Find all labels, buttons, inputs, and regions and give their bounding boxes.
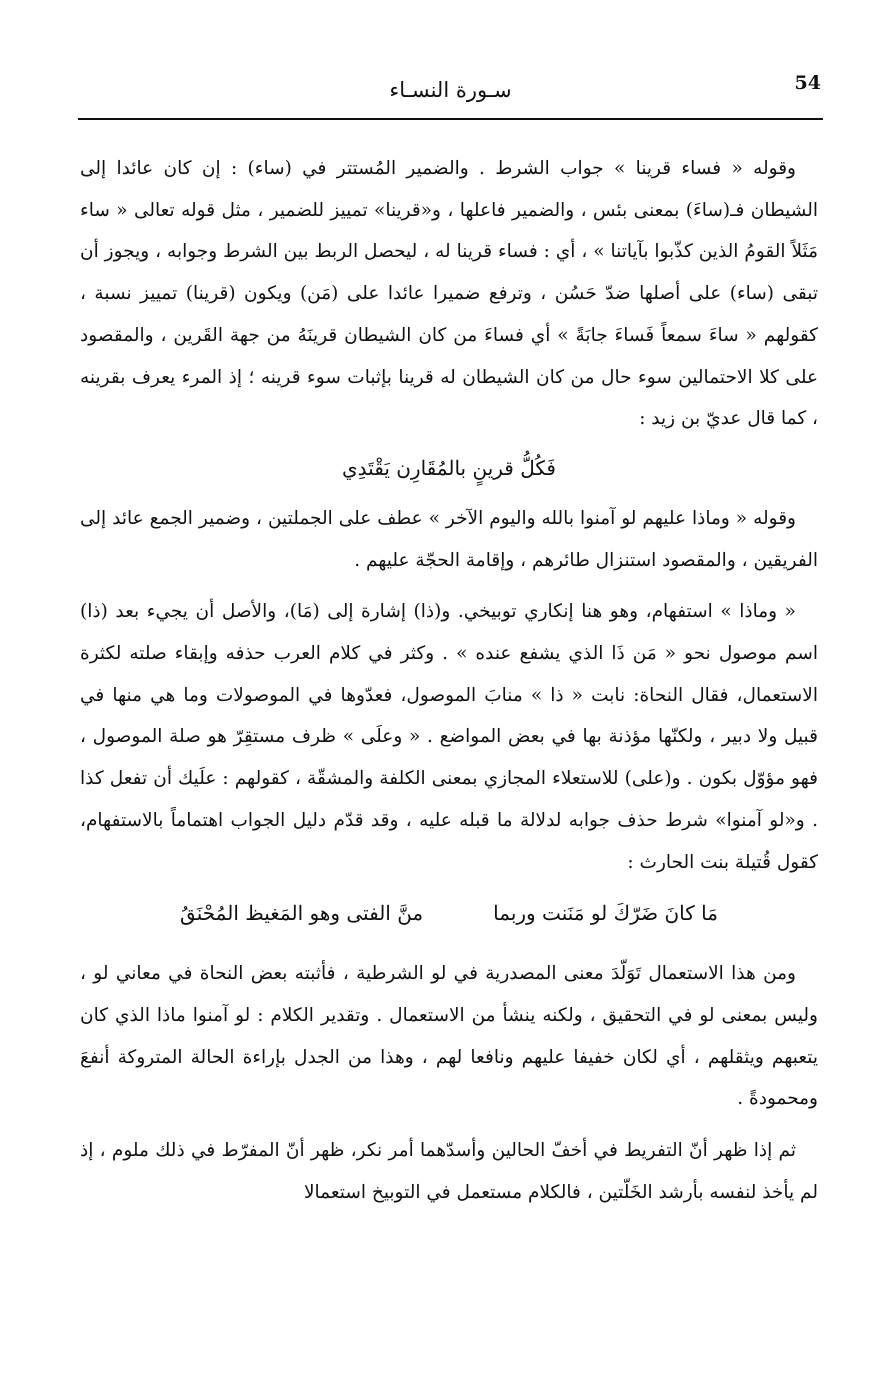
verse-hemistich-second: منَّ الفتى وهو المَغيظ المُحْنَقُ bbox=[180, 901, 424, 926]
verse-quote-qutayla bbox=[80, 891, 818, 935]
body-text bbox=[80, 148, 818, 1213]
paragraph-1: وقوله « فساء قرينا » جواب الشرط . والضمير المُستتر في (ساء) : إن كان عائدا إلى الشيطان فـ(ساءَ) بمعنى بئس ، والضمير فاعلها ، و«قرينا» تمييز للضمير ، مثل قوله تعالى « ساء مَثَلاً القومُ الذين كذّبوا بآياتنا » ، أي : فساء قرينا له ، ليحصل الربط بين الشرط وجوابه ، ويجوز أن تبقى (ساء) على أصلها ضدّ حَسُن ، وترفع ضميرا عائدا على (مَن) ويكون (قرينا) تمييز نسبة ، كقولهم « ساءَ سمعاً فَساءَ جابَةً » أي فساءَ من كان الشيطان قرينَهُ من جهة القَرين ، والمقصود على كلا الاحتمالين سوء حال من كان الشيطان له قرينا بإثبات سوء قرينه ؛ إذ المرء يعرف بقرينه ، كما قال عديّ بن زيد : bbox=[80, 158, 818, 430]
paragraph-3: « وماذا » استفهام، وهو هنا إنكاري توبيخي. و(ذا) إشارة إلى (مَا)، والأصل أن يجيء بعد (ذا) اسم موصول نحو « مَن ذَا الذي يشفع عنده » . وكثر في كلام العرب حذفه وإبقاء صلته لكثرة الاستعمال، فقال النحاة: نابت « ذا » منابَ الموصول، فعدّوها في الموصولات وما هي منها في قبيل ولا دبير ، ولكنّها مؤذنة بها في بعض المواضع . « وعلَى » ظرف مستقِرّ هو صلة الموصول ، فهو مؤوّل بكون . و(على) للاستعلاء المجازي بمعنى الكلفة والمشقّة ، كقولهم : علَيك أن تفعل كذا . و«لو آمنوا» شرط حذف جوابه لدلالة ما قبله عليه ، وقد قدّم دليل الجواب اهتماماً بالاستفهام، كقول قُتيلة بنت الحارث : bbox=[80, 601, 818, 873]
paragraph-4: ومن هذا الاستعمال تَوَلّدَ معنى المصدرية في لو الشرطية ، فأثبته بعض النحاة في معاني لو ، وليس بمعنى لو في التحقيق ، ولكنه ينشأ من الاستعمال . وتقدير الكلام : لو آمنوا ماذا الذي كان يتعبهم ويثقلهم ، أي لكان خفيفا عليهم ونافعا لهم ، وهذا من الجدل بإراءة الحالة المتروكة أنفعَ ومحمودةً . bbox=[80, 963, 818, 1110]
paragraph-2: وقوله « وماذا عليهم لو آمنوا بالله واليوم الآخر » عطف على الجملتين ، وضمير الجمع عائد إلى الفريقين ، والمقصود استنزال طائرهم ، وإقامة الحجّة عليهم . bbox=[80, 507, 818, 571]
surah-title: سـورة النسـاء bbox=[389, 78, 512, 102]
page-number: 54 bbox=[794, 72, 821, 94]
paragraph-5: ثم إذا ظهر أنّ التفريط في أخفّ الحالين وأسدّهما أمر نكر، ظهر أنّ المفرّط في ذلك ملوم ، إذ لم يأخذ لنفسه بأرشد الخَلّتين ، فالكلام مستعمل في التوبيخ استعمالا bbox=[80, 1140, 818, 1203]
verse-hemistich-first: مَا كانَ ضَرّكَ لو مَنَنت وربما bbox=[493, 901, 718, 926]
verse-quote-adi: فَكُلُّ قرينٍ بالمُقَارِن يَقْتَدِي bbox=[342, 455, 556, 480]
page-header bbox=[78, 72, 823, 120]
header-divider bbox=[78, 118, 823, 120]
